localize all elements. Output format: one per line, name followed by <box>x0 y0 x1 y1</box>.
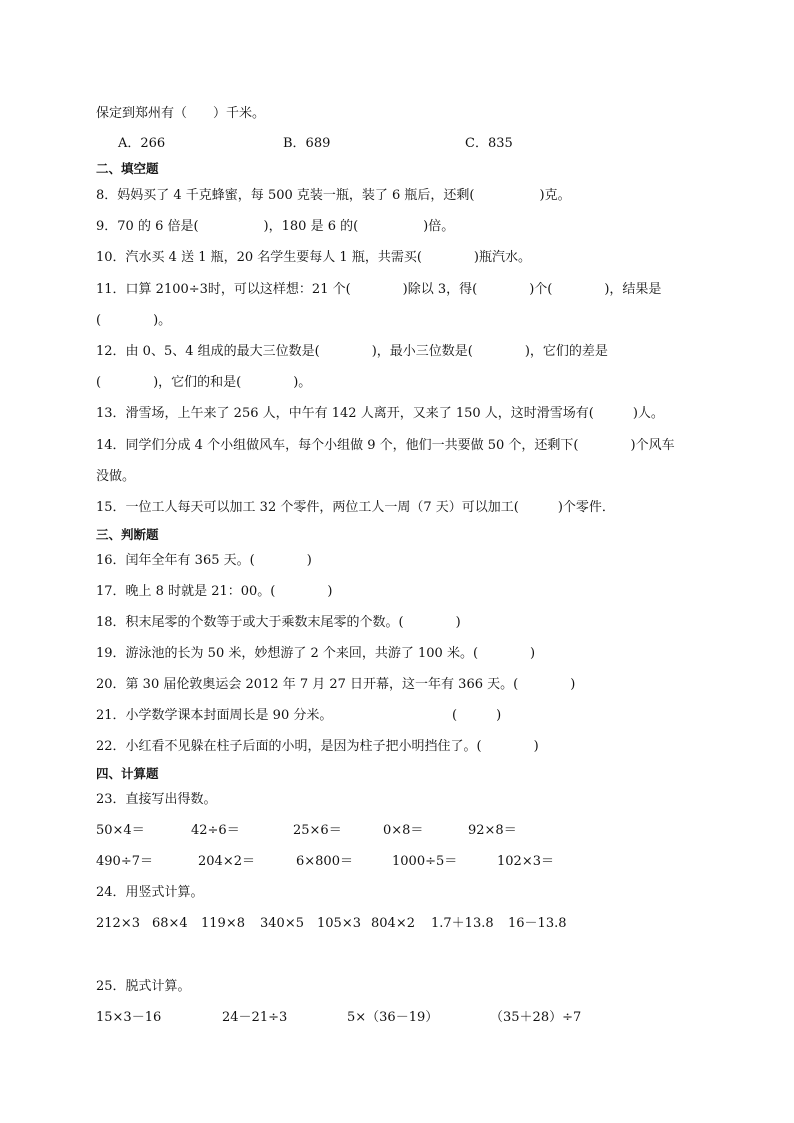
question-21-blank: ( ) <box>452 708 502 723</box>
question-11-line2: ( )。 <box>96 313 172 328</box>
q7-option-a: A．266 <box>118 136 166 151</box>
question-22: 22．小红看不见躲在柱子后面的小明，是因为柱子把小明挡住了。( ) <box>96 739 539 754</box>
question-24: 24．用竖式计算。 <box>96 885 204 900</box>
question-23: 23．直接写出得数。 <box>96 792 217 807</box>
oral-calc-item: 102×3＝ <box>497 854 554 869</box>
vertical-calc-item: 212×3 <box>96 916 140 931</box>
vertical-calc-item: 1.7＋13.8 <box>431 916 494 931</box>
vertical-calc-item: 16－13.8 <box>508 916 567 931</box>
question-10: 10．汽水买 4 送 1 瓶，20 名学生要每人 1 瓶，共需买( )瓶汽水。 <box>96 250 531 265</box>
vertical-calc-item: 105×3 <box>317 916 361 931</box>
vertical-calc-item: 119×8 <box>201 916 245 931</box>
q7-option-b: B．689 <box>283 136 331 151</box>
question-15: 15．一位工人每天可以加工 32 个零件，两位工人一周（7 天）可以加工( )个零件． <box>96 500 615 515</box>
oral-calc-item: 204×2＝ <box>198 854 255 869</box>
vertical-calc-item: 804×2 <box>371 916 415 931</box>
oral-calc-item: 0×8＝ <box>383 823 424 838</box>
oral-calc-item: 25×6＝ <box>293 823 342 838</box>
section-fill-blank-title: 二、填空题 <box>96 161 159 176</box>
step-calc-item: 5×（36－19） <box>347 1010 439 1025</box>
question-14-line2: 没做。 <box>96 469 136 484</box>
question-14-line1: 14．同学们分成 4 个小组做风车，每个小组做 9 个，他们一共要做 50 个，还剩下( )个风车 <box>96 438 675 453</box>
vertical-calc-item: 340×5 <box>260 916 304 931</box>
oral-calc-item: 50×4＝ <box>96 823 145 838</box>
question-12-line1: 12．由 0、5、4 组成的最大三位数是( )，最小三位数是( )，它们的差是 <box>96 344 608 359</box>
question-18: 18．积末尾零的个数等于或大于乘数末尾零的个数。( ) <box>96 615 461 630</box>
question-11-line1: 11．口算 2100÷3时，可以这样想：21 个( )除以 3，得( )个( )，结果是 <box>96 282 662 297</box>
oral-calc-item: 490÷7＝ <box>96 854 153 869</box>
question-8: 8．妈妈买了 4 千克蜂蜜，每 500 克装一瓶，装了 6 瓶后，还剩( )克。 <box>96 188 571 203</box>
question-17: 17．晚上 8 时就是 21：00。( ) <box>96 584 333 599</box>
vertical-calc-item: 68×4 <box>152 916 188 931</box>
question-16: 16．闰年全年有 365 天。( ) <box>96 553 312 568</box>
question-7-tail: 保定到郑州有（ ）千米。 <box>96 106 266 121</box>
step-calc-item: 24－21÷3 <box>222 1010 288 1025</box>
oral-calc-item: 92×8＝ <box>468 823 517 838</box>
oral-calc-item: 42÷6＝ <box>191 823 240 838</box>
question-25: 25．脱式计算。 <box>96 979 191 994</box>
section-true-false-title: 三、判断题 <box>96 527 159 542</box>
question-12-line2: ( )，它们的和是( )。 <box>96 375 312 390</box>
question-19: 19．游泳池的长为 50 米，妙想游了 2 个来回，共游了 100 米。( ) <box>96 646 536 661</box>
oral-calc-item: 6×800＝ <box>296 854 353 869</box>
step-calc-item: 15×3－16 <box>96 1010 162 1025</box>
q7-option-c: C．835 <box>465 136 513 151</box>
oral-calc-item: 1000÷5＝ <box>392 854 458 869</box>
section-calculation-title: 四、计算题 <box>96 766 159 781</box>
question-21-text: 21．小学数学课本封面周长是 90 分米。 <box>96 708 333 723</box>
question-13: 13．滑雪场，上午来了 256 人，中午有 142 人离开，又来了 150 人，这时滑雪场有( )人。 <box>96 406 664 421</box>
question-20: 20．第 30 届伦敦奥运会 2012 年 7 月 27 日开幕，这一年有 366 天。( ) <box>96 677 576 692</box>
question-9: 9．70 的 6 倍是( )，180 是 6 的( )倍。 <box>96 219 455 234</box>
step-calc-item: （35＋28）÷7 <box>490 1010 582 1025</box>
